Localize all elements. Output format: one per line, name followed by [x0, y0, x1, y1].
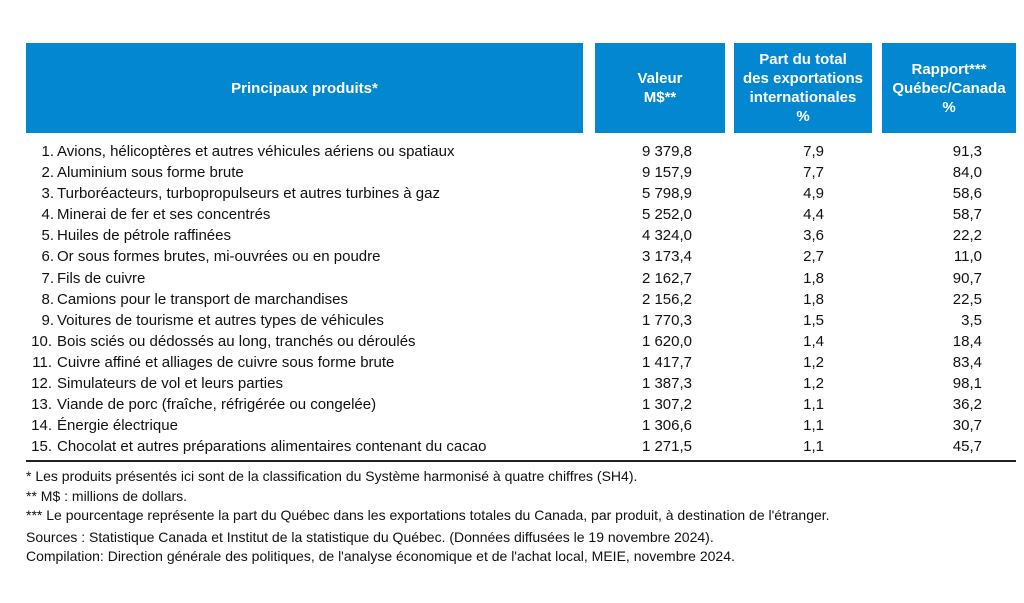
product-name: Fils de cuivre [57, 269, 146, 287]
header-ratio-line: % [942, 98, 956, 116]
share-cell: 7,7 [803, 164, 824, 182]
ratio-cell: 30,7 [952, 417, 982, 435]
row-number: 2. [41, 164, 54, 182]
row-number: 7. [41, 269, 54, 287]
share-cell: 1,2 [803, 375, 824, 393]
value-cell: 1 271,5 [641, 438, 692, 456]
share-cell: 4,9 [803, 185, 824, 203]
product-name: Simulateurs de vol et leurs parties [57, 375, 283, 393]
header-value-line: M$** [643, 89, 677, 106]
table-row [0, 310, 1024, 331]
value-cell: 1 307,2 [641, 396, 692, 414]
share-cell: 1,4 [803, 332, 824, 350]
share-cell: 1,1 [803, 417, 824, 435]
value-cell: 9 157,9 [641, 164, 692, 182]
product-name: Or sous formes brutes, mi-ouvrées ou en poudre [57, 248, 381, 266]
share-cell: 1,1 [803, 396, 824, 414]
value-cell: 4 324,0 [641, 227, 692, 245]
ratio-cell: 3,5 [961, 311, 982, 329]
table-row [0, 289, 1024, 310]
ratio-cell: 18,4 [952, 332, 982, 350]
ratio-cell: 58,6 [952, 185, 982, 203]
product-name: Chocolat et autres préparations alimentaires contenant du cacao [57, 438, 487, 456]
product-name: Avions, hélicoptères et autres véhicules aériens ou spatiaux [57, 143, 455, 160]
product-name: Énergie électrique [57, 417, 178, 435]
header-share-line: des exportations [742, 70, 864, 87]
ratio-cell: 83,4 [952, 353, 982, 371]
ratio-cell: 22,2 [952, 227, 982, 245]
table-body [0, 141, 1024, 457]
footnotes [26, 467, 830, 567]
value-cell: 1 620,0 [641, 332, 692, 350]
header-rapport [882, 43, 1016, 133]
table-row [0, 162, 1024, 183]
table-row [0, 225, 1024, 246]
table-row [0, 373, 1024, 394]
value-cell: 2 156,2 [641, 290, 692, 308]
row-number: 14. [31, 417, 52, 435]
header-share-line: % [796, 108, 810, 125]
row-number: 4. [41, 206, 54, 224]
compilation-note: Compilation: Direction générale des politiques, de l'analyse économique et de l'achat local, MEIE, novembre 2024. [26, 548, 735, 564]
share-cell: 1,1 [803, 438, 824, 456]
value-cell: 1 387,3 [641, 375, 692, 393]
table-row [0, 415, 1024, 436]
row-number: 13. [31, 396, 52, 414]
table-bottom-rule [26, 460, 1016, 462]
header-product-line: Principaux produits* [231, 79, 378, 97]
product-name: Camions pour le transport de marchandises [57, 290, 348, 308]
ratio-cell: 58,7 [952, 206, 982, 224]
share-cell: 7,9 [803, 143, 824, 160]
value-cell: 5 252,0 [641, 206, 692, 224]
share-cell: 4,4 [803, 206, 824, 224]
product-name: Viande de porc (fraîche, réfrigérée ou congelée) [57, 396, 377, 414]
row-number: 15. [31, 438, 52, 456]
ratio-cell: 45,7 [952, 438, 982, 456]
table-row [0, 204, 1024, 225]
table-row [0, 141, 1024, 162]
footnote-2: ** M$ : millions de dollars. [26, 487, 188, 504]
product-name: Bois sciés ou dédossés au long, tranchés ou déroulés [57, 332, 416, 350]
footnote-1: * Les produits présentés ici sont de la classification du Système harmonisé à quatre chiffres (SH4). [26, 468, 638, 484]
share-cell: 2,7 [803, 248, 824, 266]
row-number: 3. [41, 185, 54, 203]
share-cell: 1,2 [803, 353, 824, 371]
row-number: 10. [31, 332, 52, 350]
value-cell: 2 162,7 [641, 269, 692, 287]
ratio-cell: 22,5 [952, 290, 982, 308]
share-cell: 3,6 [803, 227, 824, 245]
ratio-cell: 11,0 [953, 248, 982, 266]
value-cell: 9 379,8 [641, 143, 692, 160]
product-name: Minerai de fer et ses concentrés [57, 206, 271, 224]
header-ratio-line: Rapport*** [911, 60, 987, 78]
product-name: Aluminium sous forme brute [57, 164, 244, 182]
row-number: 12. [31, 375, 52, 393]
row-number: 8. [41, 290, 54, 308]
header-valeur [595, 43, 725, 133]
row-number: 6. [41, 248, 54, 266]
row-number: 11. [32, 353, 52, 371]
header-ratio-line: Québec/Canada [892, 79, 1006, 97]
table-row [0, 394, 1024, 415]
product-name: Huiles de pétrole raffinées [57, 227, 231, 245]
product-name: Turboréacteurs, turbopropulseurs et autres turbines à gaz [57, 185, 440, 203]
ratio-cell: 84,0 [952, 164, 982, 182]
row-number: 9. [41, 311, 54, 329]
ratio-cell: 90,7 [952, 269, 982, 287]
footnote-3: *** Le pourcentage représente la part du Québec dans les exportations totales du Canada, par produit, à destination de l'étranger. [26, 507, 830, 523]
header-share-line: Part du total [759, 51, 847, 68]
header-value-line: Valeur [637, 70, 683, 87]
header-principaux-produits [26, 43, 583, 133]
table-row [0, 268, 1024, 289]
table-row [0, 331, 1024, 352]
table-row [0, 183, 1024, 204]
share-cell: 1,5 [803, 311, 824, 329]
value-cell: 3 173,4 [641, 248, 692, 266]
product-name: Voitures de tourisme et autres types de véhicules [57, 311, 384, 329]
row-number: 5. [41, 227, 54, 245]
row-number: 1. [41, 143, 54, 160]
share-cell: 1,8 [803, 269, 824, 287]
value-cell: 1 770,3 [641, 311, 692, 329]
header-part-du-total [734, 43, 872, 133]
table-row [0, 352, 1024, 373]
value-cell: 1 417,7 [641, 353, 692, 371]
ratio-cell: 36,2 [952, 396, 982, 414]
table-row [0, 436, 1024, 457]
header-share-line: internationales [749, 89, 857, 106]
sources-note: Sources : Statistique Canada et Institut de la statistique du Québec. (Données diffusées le 19 novembre 2024). [26, 528, 714, 545]
value-cell: 1 306,6 [641, 417, 692, 435]
table-row [0, 246, 1024, 267]
ratio-cell: 91,3 [952, 143, 982, 160]
value-cell: 5 798,9 [641, 185, 692, 203]
product-name: Cuivre affiné et alliages de cuivre sous forme brute [57, 353, 395, 371]
share-cell: 1,8 [803, 290, 824, 308]
ratio-cell: 98,1 [952, 375, 982, 393]
